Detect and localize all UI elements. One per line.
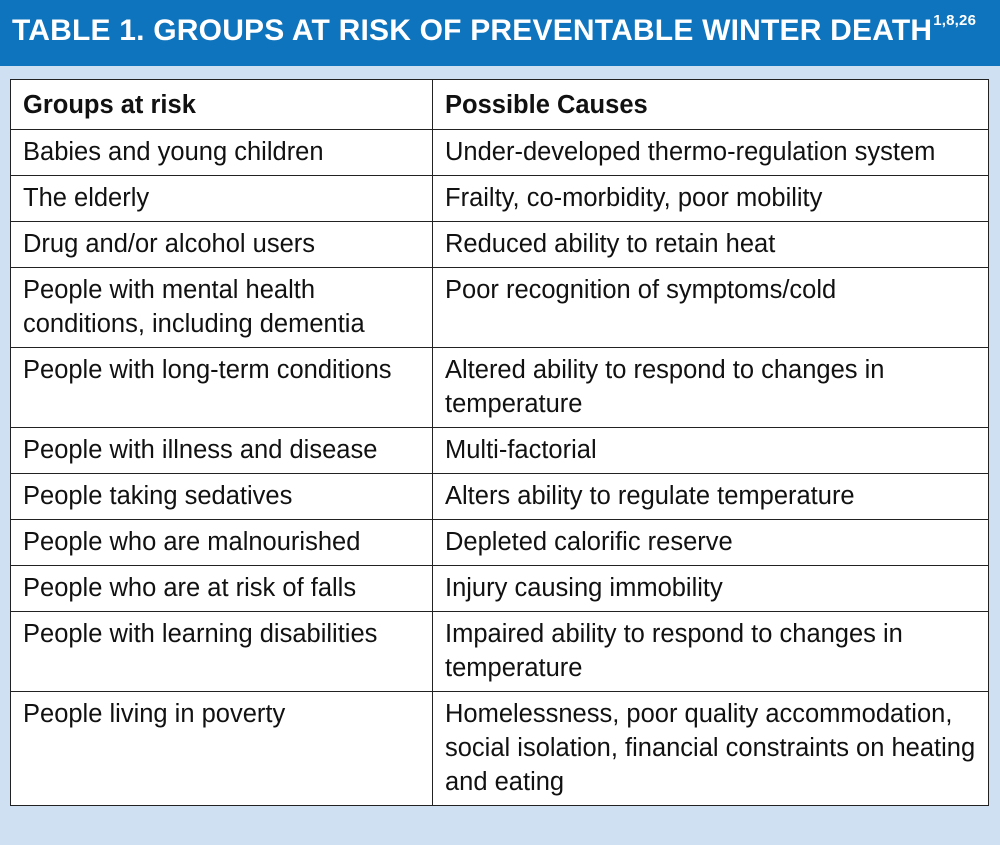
cause-cell: Homelessness, poor quality accommodation, social isolation, financial constraints on heating and eating <box>433 692 989 806</box>
cause-cell: Frailty, co-morbidity, poor mobility <box>433 176 989 222</box>
table-row <box>11 566 989 612</box>
cause-cell: Poor recognition of symptoms/cold <box>433 268 989 348</box>
group-cell: Babies and young children <box>11 130 433 176</box>
group-cell: People who are malnourished <box>11 520 433 566</box>
header-groups-at-risk: Groups at risk <box>11 80 433 130</box>
table-row <box>11 222 989 268</box>
cause-cell: Injury causing immobility <box>433 566 989 612</box>
group-cell: People with illness and disease <box>11 428 433 474</box>
table-row <box>11 348 989 428</box>
cause-cell: Multi-factorial <box>433 428 989 474</box>
group-cell: People who are at risk of falls <box>11 566 433 612</box>
table-row <box>11 130 989 176</box>
table-row <box>11 268 989 348</box>
table-header-row <box>11 80 989 130</box>
cause-cell: Reduced ability to retain heat <box>433 222 989 268</box>
group-cell: People taking sedatives <box>11 474 433 520</box>
header-possible-causes: Possible Causes <box>433 80 989 130</box>
group-cell: People living in poverty <box>11 692 433 806</box>
cause-cell: Alters ability to regulate temperature <box>433 474 989 520</box>
cause-cell: Under-developed thermo-regulation system <box>433 130 989 176</box>
table-row <box>11 474 989 520</box>
group-cell: People with learning disabilities <box>11 612 433 692</box>
group-cell: People with mental health conditions, including dementia <box>11 268 433 348</box>
table-row <box>11 176 989 222</box>
table-title-references: 1,8,26 <box>933 12 977 29</box>
cause-cell: Depleted calorific reserve <box>433 520 989 566</box>
table-title-text: TABLE 1. GROUPS AT RISK OF PREVENTABLE WINTER DEATH <box>12 14 933 47</box>
table-row <box>11 520 989 566</box>
table-row <box>11 428 989 474</box>
table-row <box>11 692 989 806</box>
risk-table <box>10 79 989 806</box>
group-cell: Drug and/or alcohol users <box>11 222 433 268</box>
cause-cell: Altered ability to respond to changes in temperature <box>433 348 989 428</box>
table-title <box>0 0 1000 66</box>
group-cell: People with long-term conditions <box>11 348 433 428</box>
group-cell: The elderly <box>11 176 433 222</box>
risk-table-container <box>10 79 988 806</box>
table-row <box>11 612 989 692</box>
cause-cell: Impaired ability to respond to changes in temperature <box>433 612 989 692</box>
